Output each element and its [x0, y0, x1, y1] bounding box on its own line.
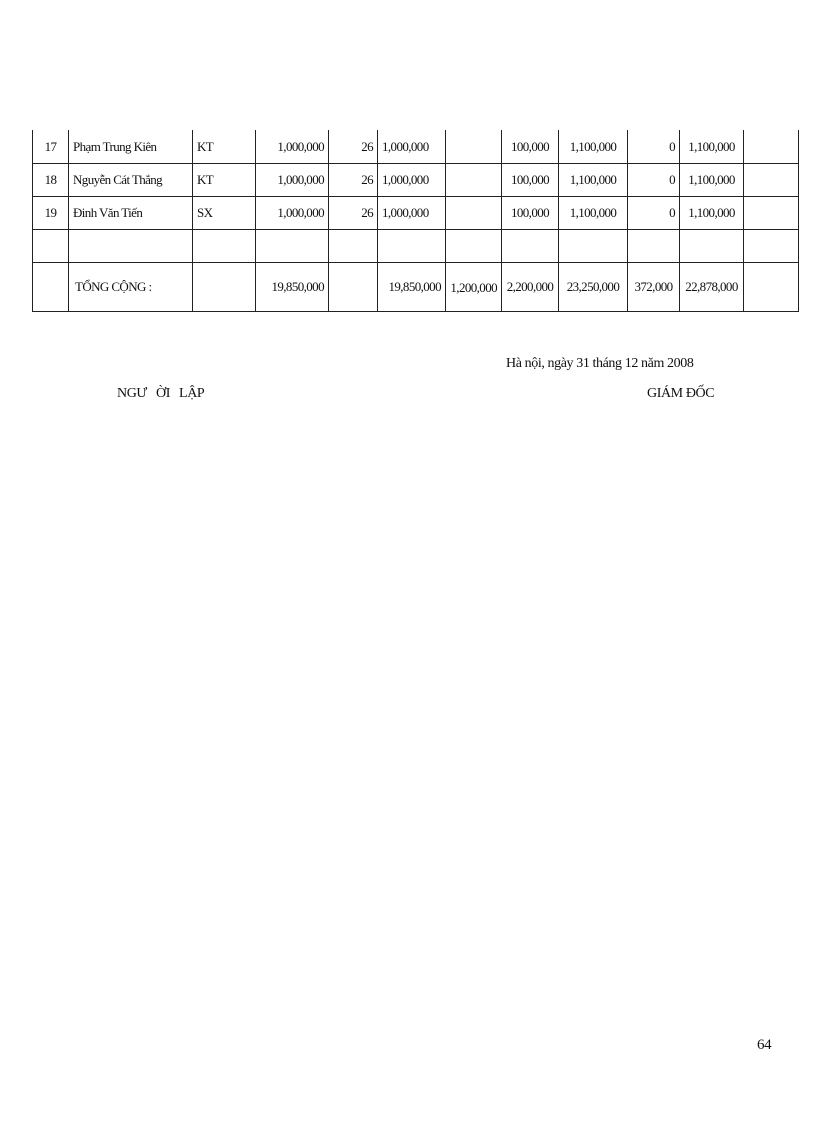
empty-cell: [744, 263, 799, 312]
earned-salary: 1,000,000: [378, 197, 446, 230]
empty-cell: [256, 230, 329, 263]
bonus: [446, 197, 502, 230]
signature-cell: [744, 164, 799, 197]
empty-cell: [559, 230, 628, 263]
empty-cell: [69, 230, 193, 263]
preparer-signature-label: NGƯ ỜI LẬP: [117, 386, 205, 401]
net-pay: 1,100,000: [680, 164, 744, 197]
allowance: 100,000: [502, 164, 559, 197]
department: KT: [193, 130, 256, 164]
work-days: 26: [329, 197, 378, 230]
table-row: [33, 130, 799, 164]
bonus: [446, 130, 502, 164]
total-gross-pay: 23,250,000: [559, 263, 628, 312]
signature-cell: [744, 197, 799, 230]
deduction: 0: [628, 130, 680, 164]
empty-cell: [193, 230, 256, 263]
department: SX: [193, 197, 256, 230]
row-index: 17: [33, 130, 69, 164]
empty-cell: [628, 230, 680, 263]
empty-row: [33, 230, 799, 263]
work-days: 26: [329, 130, 378, 164]
earned-salary: 1,000,000: [378, 164, 446, 197]
empty-cell: [446, 230, 502, 263]
deduction: 0: [628, 197, 680, 230]
date-line: Hà nội, ngày 31 tháng 12 năm 2008: [506, 356, 694, 371]
empty-cell: [33, 263, 69, 312]
row-index: 19: [33, 197, 69, 230]
gross-pay: 1,100,000: [559, 197, 628, 230]
net-pay: 1,100,000: [680, 130, 744, 164]
total-deduction: 372,000: [628, 263, 680, 312]
empty-cell: [33, 230, 69, 263]
total-base-salary: 19,850,000: [256, 263, 329, 312]
empty-cell: [329, 263, 378, 312]
empty-cell: [744, 230, 799, 263]
empty-cell: [502, 230, 559, 263]
employee-name: Nguyễn Cát Thắng: [69, 164, 193, 197]
work-days: 26: [329, 164, 378, 197]
total-label: TỔNG CỘNG :: [69, 263, 193, 312]
net-pay: 1,100,000: [680, 197, 744, 230]
empty-cell: [378, 230, 446, 263]
total-allowance: 2,200,000: [502, 263, 559, 312]
base-salary: 1,000,000: [256, 197, 329, 230]
total-earned-salary: 19,850,000: [378, 263, 446, 312]
director-signature-label: GIÁM ĐỐC: [647, 386, 715, 401]
empty-cell: [329, 230, 378, 263]
empty-cell: [193, 263, 256, 312]
row-index: 18: [33, 164, 69, 197]
deduction: 0: [628, 164, 680, 197]
gross-pay: 1,100,000: [559, 164, 628, 197]
signature-cell: [744, 130, 799, 164]
total-bonus: 1,200,000: [446, 263, 502, 312]
total-net-pay: 22,878,000: [680, 263, 744, 312]
base-salary: 1,000,000: [256, 164, 329, 197]
earned-salary: 1,000,000: [378, 130, 446, 164]
payroll-table: [32, 130, 799, 312]
empty-cell: [680, 230, 744, 263]
bonus: [446, 164, 502, 197]
total-row: [33, 263, 799, 312]
allowance: 100,000: [502, 197, 559, 230]
gross-pay: 1,100,000: [559, 130, 628, 164]
page-number: 64: [757, 1037, 772, 1053]
employee-name: Đinh Văn Tiến: [69, 197, 193, 230]
base-salary: 1,000,000: [256, 130, 329, 164]
allowance: 100,000: [502, 130, 559, 164]
employee-name: Phạm Trung Kiên: [69, 130, 193, 164]
department: KT: [193, 164, 256, 197]
table-row: [33, 164, 799, 197]
table-row: [33, 197, 799, 230]
